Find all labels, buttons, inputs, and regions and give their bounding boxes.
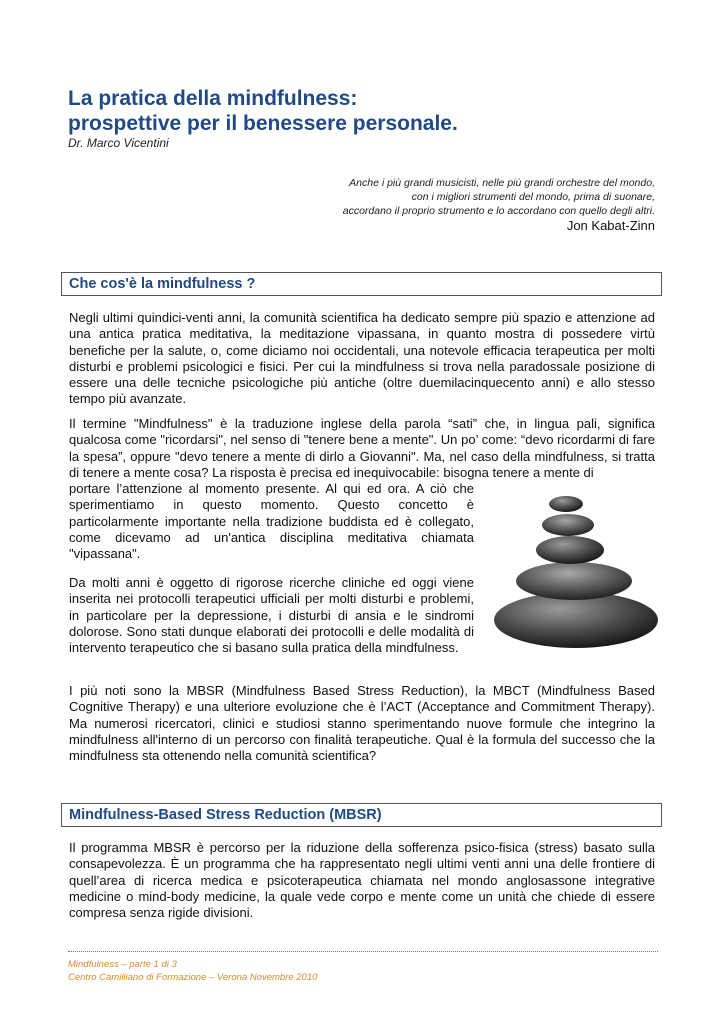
epigraph-line: con i migliori strumenti del mondo, prima di suonare, bbox=[411, 191, 655, 203]
paragraph: I più noti sono la MBSR (Mindfulness Based Stress Reduction), la MBCT (Mindfulness Based Cognitive Therapy) e una ulteriore evoluzione che è l’ACT (Acceptance and Commitment Therapy). Ma numerosi ricercatori, clinici e studiosi stanno sperimentando nuove formule che integrino la mindfulness all'interno di un percorso con finalità terapeutiche. Qual è la formula del successo che la mindfulness sta ottenendo nella comunità scientifica? bbox=[69, 683, 655, 764]
epigraph-line: accordano il proprio strumento e lo accordano con quello degli altri. bbox=[342, 205, 655, 217]
footer-divider bbox=[68, 951, 658, 952]
page-footer bbox=[68, 958, 317, 984]
paragraph: Il programma MBSR è percorso per la riduzione della sofferenza psico-fisica (stress) basato sulla consapevolezza. È un programma che ha rappresentato negli ultimi venti anni una delle frontiere di quell’area di ricerca medica e psicoterapeutica chiamata nel mondo anglosassone integrative medicine o mind-body medicine, la quale vede corpo e mente come un unità che chiede di essere compresa senza rigide divisioni. bbox=[69, 840, 655, 921]
title-line-2: prospettive per il benessere personale. bbox=[68, 112, 458, 135]
epigraph bbox=[235, 176, 655, 218]
epigraph-attribution: Jon Kabat-Zinn bbox=[566, 218, 655, 233]
footer-line: Centro Camilliano di Formazione – Verona Novembre 2010 bbox=[68, 972, 318, 983]
epigraph-line: Anche i più grandi musicisti, nelle più grandi orchestre del mondo, bbox=[349, 177, 655, 189]
paragraph: portare l’attenzione al momento presente. Al qui ed ora. A ciò che sperimentiamo in questo momento. Questo concetto è particolarmente importante nella tradizione buddista ed è collegato, come dicevamo ad un'antica disciplina meditativa chiamata "vipassana". bbox=[69, 481, 474, 562]
author-name: Dr. Marco Vicentini bbox=[68, 136, 169, 150]
title-line-1: La pratica della mindfulness: bbox=[68, 87, 358, 110]
document-title bbox=[68, 86, 628, 136]
paragraph: Negli ultimi quindici-venti anni, la comunità scientifica ha dedicato sempre più spazio e attenzione ad una antica pratica meditativa, la meditazione vipassana, in quanto mostra di possedere virtù benefiche per la salute, o, come diciamo noi occidentali, una notevole efficacia terapeutica per molti disturbi e problemi psicologici e fisici. Per cui la mindfulness si trova nella paradossale posizione di essere una delle tecniche psicologiche più antiche (oltre duemilacinquecento anni) e allo stesso tempo più avanzate. bbox=[69, 310, 655, 407]
section-heading-mbsr: Mindfulness-Based Stress Reduction (MBSR) bbox=[61, 803, 662, 827]
stacked-stones-image bbox=[490, 490, 660, 650]
paragraph: Il termine "Mindfulness" è la traduzione inglese della parola “sati” che, in lingua pali, significa qualcosa come "ricordarsi", nel senso di "tenere bene a mente". Un po’ come: “devo ricordarmi di fare la spesa”, oppure "devo tenere a mente di dirlo a Giovanni". Ma, nel caso della mindfulness, si tratta di tenere a mente cosa? La risposta è precisa ed inequivocabile: bisogna tenere a mente di bbox=[69, 416, 655, 480]
section-heading-mindfulness: Che cos'è la mindfulness ? bbox=[61, 272, 662, 296]
footer-line: Mindfulness – parte 1 di 3 bbox=[68, 959, 177, 970]
paragraph: Da molti anni è oggetto di rigorose ricerche cliniche ed oggi viene inserita nei protocolli terapeutici ufficiali per molti disturbi e problemi, in particolare per la depressione, i disturbi di ansia e le sindromi dolorose. Sono stati dunque elaborati dei protocolli e delle modalità di intervento terapeutico che si basano sulla pratica della mindfulness. bbox=[69, 575, 474, 656]
